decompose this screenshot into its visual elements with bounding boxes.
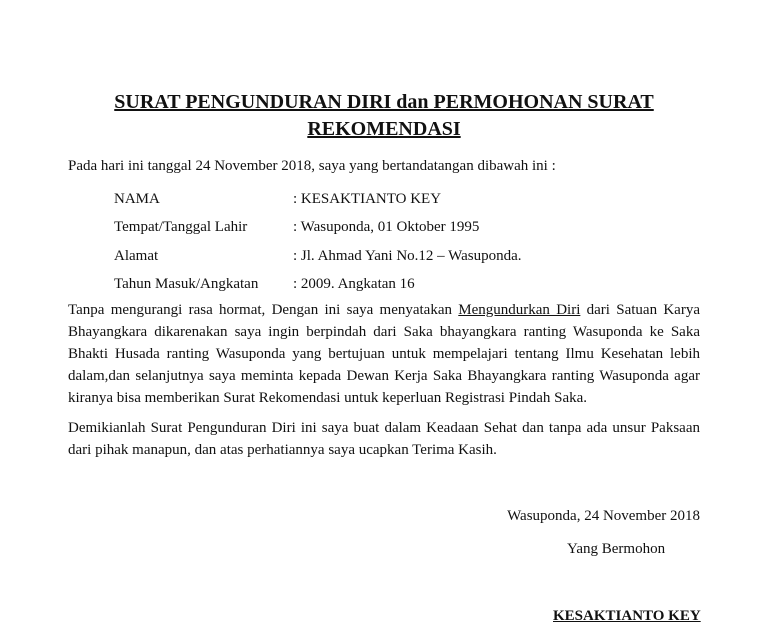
- body1-line-4: dalam,dan selanjutnya saya meminta kepada Dewan Kerja Saka Bhayangkara ranting Wasuponda agar: [68, 368, 700, 384]
- underlined-phrase: Mengundurkan Diri: [458, 302, 581, 318]
- body1-line-2: Bhayangkara dikarenakan saya ingin berpindah dari Saka bhayangkara ranting Wasuponda ke Saka: [68, 324, 700, 340]
- body1-line-1: [68, 299, 700, 321]
- field-value-ttl: : Wasuponda, 01 Oktober 1995: [293, 219, 480, 235]
- yang-bermohon: Yang Bermohon: [567, 541, 666, 557]
- body2-line-1: Demikianlah Surat Pengunduran Diri ini saya buat dalam Keadaan Sehat dan tanpa ada unsur Paksaan: [68, 420, 700, 436]
- body2-line-2: dari pihak manapun, dan atas perhatiannya saya ucapkan Terima Kasih.: [68, 442, 497, 458]
- body1-text-after: dari Satuan Karya: [580, 302, 700, 318]
- letter-title-line-2: REKOMENDASI: [307, 118, 461, 140]
- field-label-nama: NAMA: [114, 191, 160, 207]
- place-date: Wasuponda, 24 November 2018: [507, 508, 700, 524]
- field-value-nama: : KESAKTIANTO KEY: [293, 191, 442, 207]
- field-value-alamat: : Jl. Ahmad Yani No.12 – Wasuponda.: [293, 248, 522, 264]
- body1-text-before: Tanpa mengurangi rasa hormat, Dengan ini saya menyatakan: [68, 302, 459, 318]
- opening-sentence: Pada hari ini tanggal 24 November 2018, saya yang bertandatangan dibawah ini :: [68, 158, 556, 174]
- field-label-angkatan: Tahun Masuk/Angkatan: [114, 276, 259, 292]
- body-paragraph-2: [68, 417, 700, 461]
- body-paragraph-1: [68, 299, 700, 409]
- field-label-ttl: Tempat/Tanggal Lahir: [114, 219, 248, 235]
- field-label-alamat: Alamat: [114, 248, 159, 264]
- signer-name: KESAKTIANTO KEY: [553, 608, 701, 624]
- letter-title-line-1: SURAT PENGUNDURAN DIRI dan PERMOHONAN SURAT: [114, 91, 654, 113]
- body1-line-5: kiranya bisa memberikan Surat Rekomendasi untuk keperluan Registrasi Pindah Saka.: [68, 390, 588, 406]
- field-value-angkatan: : 2009. Angkatan 16: [293, 276, 415, 292]
- body1-line-3: Bhakti Husada ranting Wasuponda yang bertujuan untuk mempelajari tentang Ilmu Kesehatan lebih: [68, 346, 700, 362]
